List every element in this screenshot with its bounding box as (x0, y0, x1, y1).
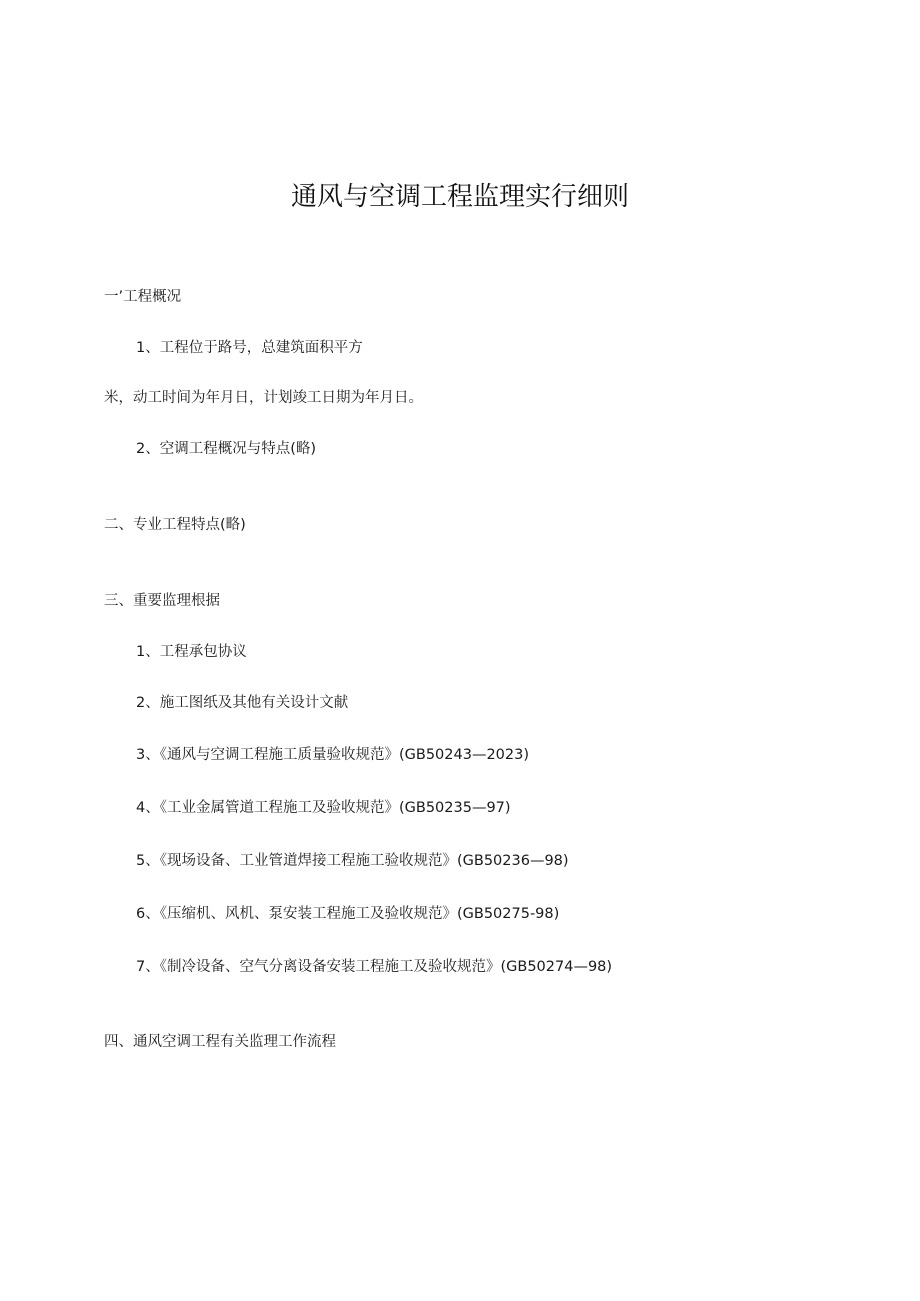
basis-item-3: 3、《通风与空调工程施工质量验收规范》(GB50243—2023) (136, 747, 529, 763)
section-heading-workflow: 四、通风空调工程有关监理工作流程 (104, 1034, 336, 1050)
document-title: 通风与空调工程监理实行细则 (290, 182, 629, 212)
overview-item-1: 1、工程位于路号，总建筑面积平方 (136, 340, 363, 356)
basis-item-7: 7、《制冷设备、空气分离设备安装工程施工及验收规范》(GB50274—98) (136, 959, 613, 975)
basis-item-4: 4、《工业金属管道工程施工及验收规范》(GB50235—97) (136, 800, 511, 816)
basis-item-2: 2、施工图纸及其他有关设计文献 (136, 695, 349, 711)
section-heading-overview: 一’工程概况 (104, 289, 182, 305)
basis-item-6: 6、《压缩机、风机、泵安装工程施工及验收规范》(GB50275-98) (136, 906, 560, 922)
basis-item-5: 5、《现场设备、工业管道焊接工程施工验收规范》(GB50236—98) (136, 853, 569, 869)
section-heading-basis: 三、重要监理根据 (104, 593, 220, 609)
overview-item-2: 2、空调工程概况与特点(略) (136, 441, 317, 457)
basis-item-1: 1、工程承包协议 (136, 644, 247, 660)
section-heading-features: 二、专业工程特点(略) (104, 517, 246, 533)
overview-item-1-continued: 米，动工时间为年月日，计划竣工日期为年月日。 (104, 390, 423, 406)
